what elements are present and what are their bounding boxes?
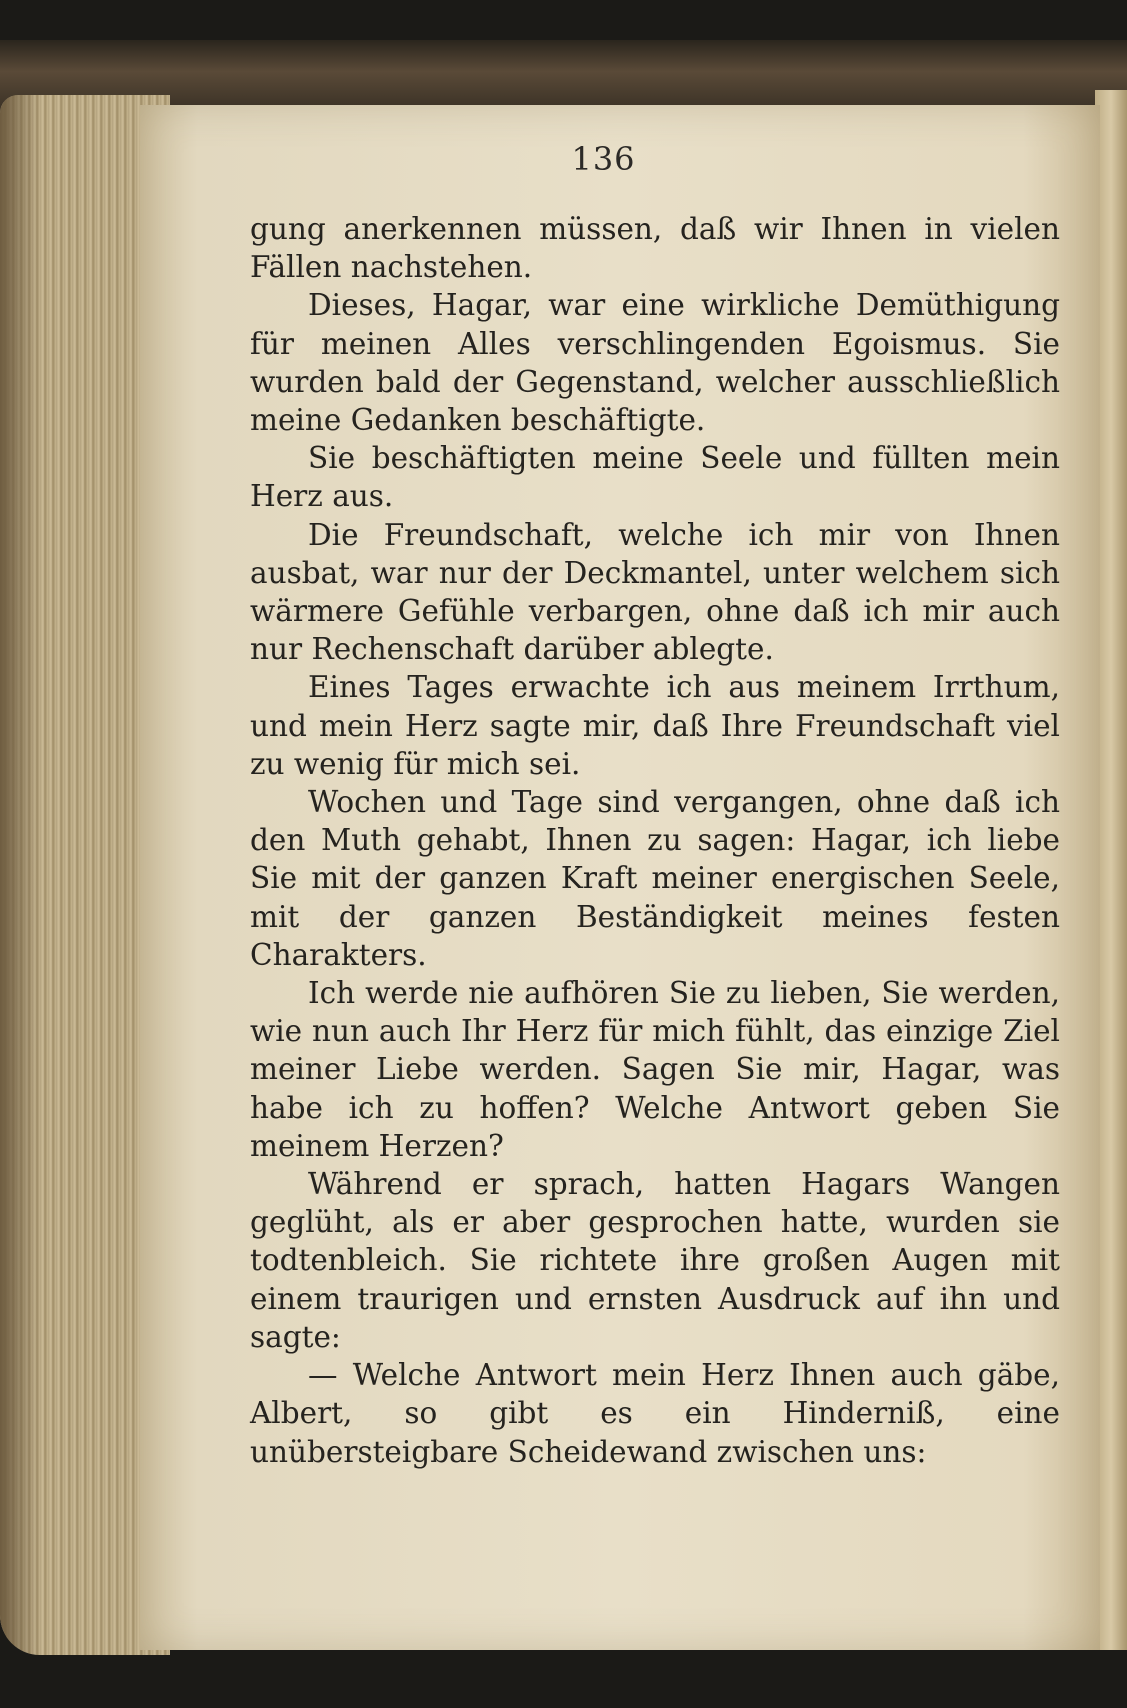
paragraph: Wochen und Tage sind vergangen, ohne daß ich den Muth gehabt, Ihnen zu sagen: Hagar, ich liebe Sie mit der ganzen Kraft meiner energischen Seele, mit der ganzen Beständigkeit meines festen Charakters. (250, 785, 1060, 972)
paragraph: Ich werde nie aufhören Sie zu lieben, Sie werden, wie nun auch Ihr Herz für mich fühlt, das einzige Ziel meiner Liebe werden. Sagen Sie mir, Hagar, was habe ich zu hoffen? Welche Antwort geben Sie meinem Herzen? (250, 976, 1060, 1163)
paragraph: Die Freundschaft, welche ich mir von Ihnen ausbat, war nur der Deckmantel, unter welchem sich wärmere Gefühle verbargen, ohne daß ich mir auch nur Rechenschaft darüber ablegte. (250, 517, 1060, 667)
page-text (250, 210, 1060, 1471)
paragraph: — Welche Antwort mein Herz Ihnen auch gäbe, Albert, so gibt es ein Hinderniß, eine unübersteigbare Scheidewand zwischen uns: (250, 1358, 1060, 1469)
paragraph: Sie beschäftigten meine Seele und füllten mein Herz aus. (250, 441, 1060, 514)
page-number: 136 (571, 140, 636, 178)
paragraph: gung anerkennen müssen, daß wir Ihnen in vielen Fällen nachstehen. (250, 212, 1060, 285)
paragraph: Eines Tages erwachte ich aus meinem Irrthum, und mein Herz sagte mir, daß Ihre Freundschaft viel zu wenig für mich sei. (250, 670, 1060, 781)
paragraph: Dieses, Hagar, war eine wirkliche Demüthigung für meinen Alles verschlingenden Egoismus. Sie wurden bald der Gegenstand, welcher ausschließlich meine Gedanken beschäftigte. (250, 288, 1060, 438)
paragraph: Während er sprach, hatten Hagars Wangen geglüht, als er aber gesprochen hatte, wurden sie todtenbleich. Sie richtete ihre großen Augen mit einem traurigen und ernsten Ausdruck auf ihn und sagte: (250, 1167, 1060, 1354)
